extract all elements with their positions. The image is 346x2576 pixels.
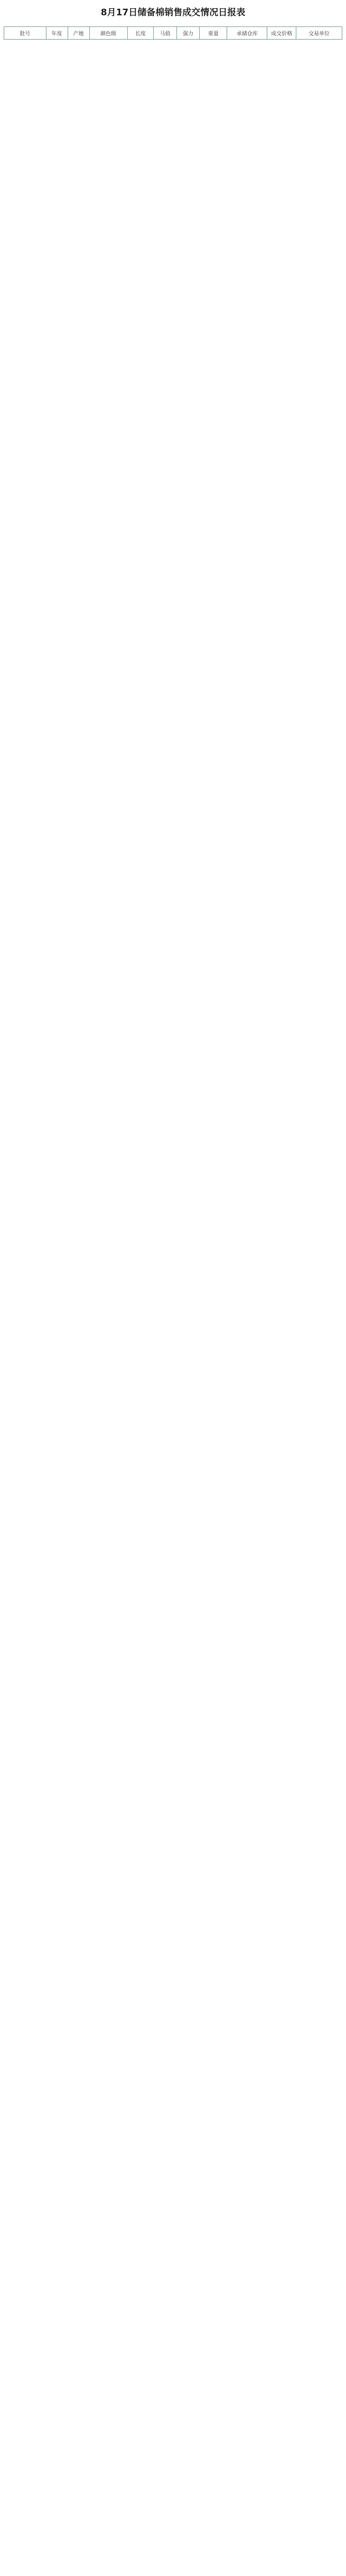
column-header-strength: 强力	[176, 27, 199, 40]
table-header-row	[4, 27, 342, 40]
column-header-buyer: 交易单位	[296, 27, 342, 40]
column-header-length: 长度	[127, 27, 154, 40]
page-title: 8月17日储备棉销售成交情况日报表	[100, 7, 246, 18]
column-header-weight: 重量	[200, 27, 227, 40]
column-header-micronaire: 马值	[154, 27, 176, 40]
column-header-origin: 产地	[68, 27, 89, 40]
sales-report-table	[4, 26, 342, 2573]
column-header-grade: 颜色级	[89, 27, 127, 40]
column-header-price: 成交价格	[267, 27, 296, 40]
column-header-warehouse: 承储仓库	[227, 27, 267, 40]
column-header-batch_no: 批号	[4, 27, 46, 40]
table-body	[4, 40, 342, 2573]
column-header-year: 年度	[46, 27, 68, 40]
